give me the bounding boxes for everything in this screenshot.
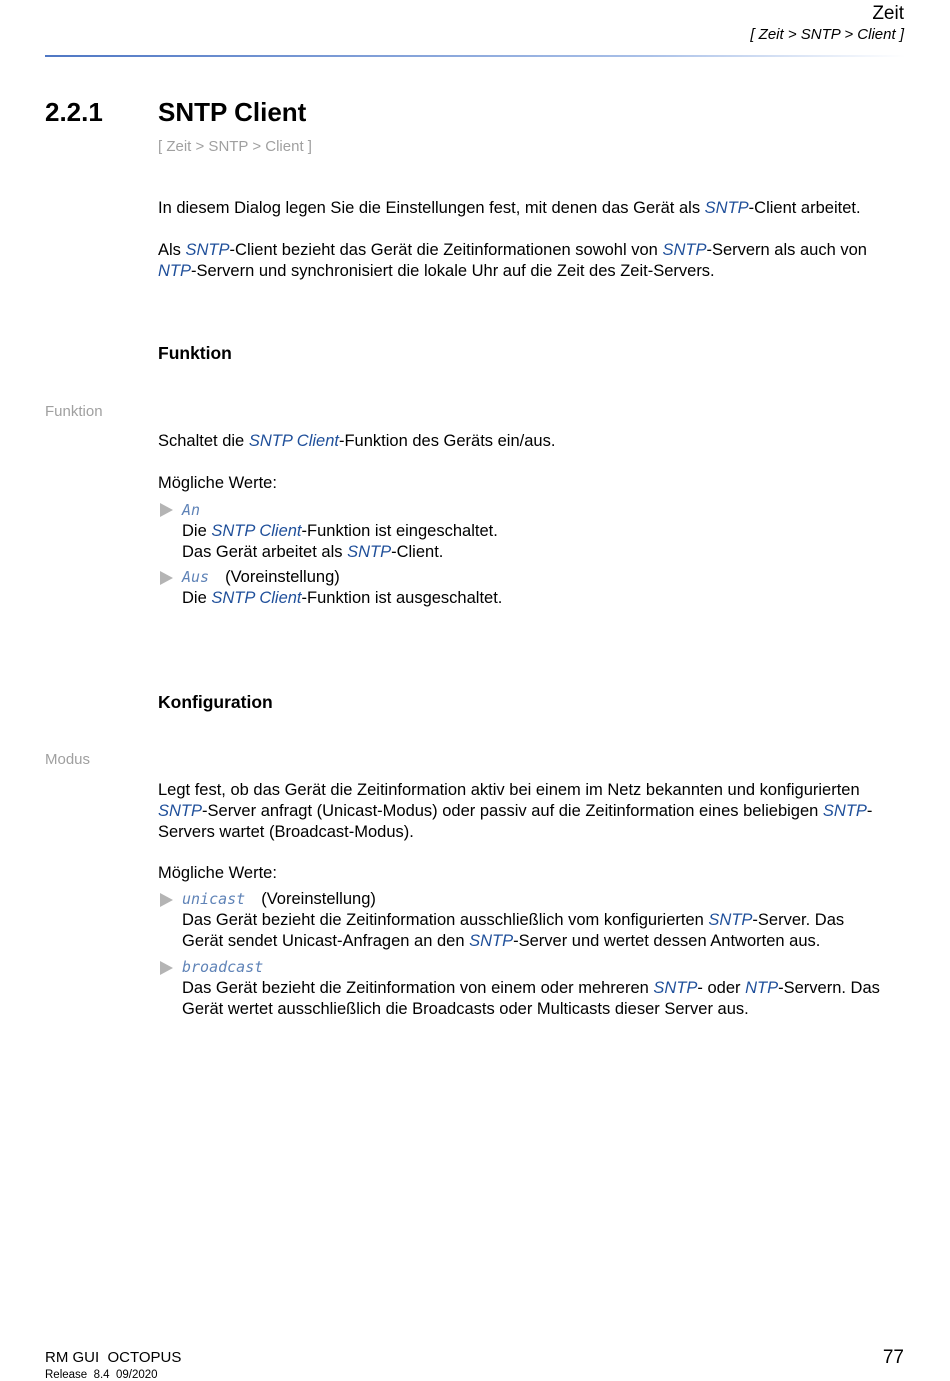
section-number: 2.2.1 xyxy=(45,97,103,127)
modus-description: Legt fest, ob das Gerät die Zeitinformation aktiv bei einem im Netz bekannten und konfigurierten SNTP-Server anfragt (Unicast-Modus) oder passiv auf die Zeitinformation eines beliebigen SNTP- Servers wartet (Broadcast-Modus). xyxy=(158,781,873,841)
funktion-side-label: Funktion xyxy=(45,403,103,420)
page-number: 77 xyxy=(882,1347,904,1368)
term-link: SNTP xyxy=(822,802,867,820)
funktion-values-label: Mögliche Werte: xyxy=(158,474,277,492)
section-breadcrumb: [ Zeit > SNTP > Client ] xyxy=(158,138,312,155)
default-note: (Voreinstellung) xyxy=(261,890,376,908)
header-chapter: Zeit xyxy=(872,3,904,24)
funktion-value-aus: Aus (Voreinstellung) Die SNTP Client-Funktion ist ausgeschaltet. xyxy=(182,568,503,607)
funktion-value-an: An Die SNTP Client-Funktion ist eingeschaltet. Das Gerät arbeitet als SNTP-Client. xyxy=(182,501,498,561)
term-link: NTP xyxy=(158,262,191,280)
term-link: SNTP xyxy=(653,979,698,997)
value-code: An xyxy=(182,501,201,519)
term-link: SNTP Client xyxy=(211,522,302,540)
bullet-arrow-icon xyxy=(160,893,173,907)
term-link: SNTP xyxy=(469,932,514,950)
term-link: SNTP Client xyxy=(248,432,339,450)
modus-values-label: Mögliche Werte: xyxy=(158,864,277,882)
intro-paragraph-2: Als SNTP-Client bezieht das Gerät die Zeitinformationen sowohl von SNTP-Servern als auch von NTP-Servern und synchronisiert die lokale Uhr auf die Zeit des Zeit-Servers. xyxy=(158,241,867,280)
funktion-heading: Funktion xyxy=(158,343,232,363)
value-code: Aus xyxy=(182,568,210,586)
term-link: SNTP xyxy=(704,199,749,217)
intro-paragraph-1: In diesem Dialog legen Sie die Einstellungen fest, mit denen das Gerät als SNTP-Client arbeitet. xyxy=(158,199,861,217)
term-link: SNTP Client xyxy=(211,589,302,607)
term-link: SNTP xyxy=(662,241,707,259)
value-code: unicast xyxy=(182,890,246,908)
term-link: SNTP xyxy=(158,802,203,820)
footer-release: Release 8.4 09/2020 xyxy=(45,1369,158,1381)
konfiguration-heading: Konfiguration xyxy=(158,692,273,712)
modus-value-unicast: unicast (Voreinstellung) Das Gerät bezieht die Zeitinformation ausschließlich vom konfigurierten SNTP-Server. Das Gerät sendet Unicast-Anfragen an den SNTP-Server und wertet dessen Antworten aus. xyxy=(182,890,845,950)
funktion-description: Schaltet die SNTP Client-Funktion des Geräts ein/aus. xyxy=(158,432,556,450)
section-title: SNTP Client xyxy=(158,97,307,127)
term-link: SNTP xyxy=(347,543,392,561)
default-note: (Voreinstellung) xyxy=(225,568,340,586)
bullet-arrow-icon xyxy=(160,503,173,517)
footer-document-title: RM GUI OCTOPUS xyxy=(45,1349,182,1366)
header-divider xyxy=(45,55,905,57)
modus-value-broadcast: broadcast Das Gerät bezieht die Zeitinformation von einem oder mehreren SNTP- oder NTP-Servern. Das Gerät wertet ausschließlich die Broadcasts oder Multicasts dieser Server aus. xyxy=(182,958,880,1018)
bullet-arrow-icon xyxy=(160,961,173,975)
term-link: NTP xyxy=(745,979,779,997)
modus-side-label: Modus xyxy=(45,751,91,768)
header-breadcrumb: [ Zeit > SNTP > Client ] xyxy=(750,26,904,43)
term-link: SNTP xyxy=(708,911,753,929)
term-link: SNTP xyxy=(185,241,230,259)
value-code: broadcast xyxy=(182,958,264,976)
bullet-arrow-icon xyxy=(160,571,173,585)
